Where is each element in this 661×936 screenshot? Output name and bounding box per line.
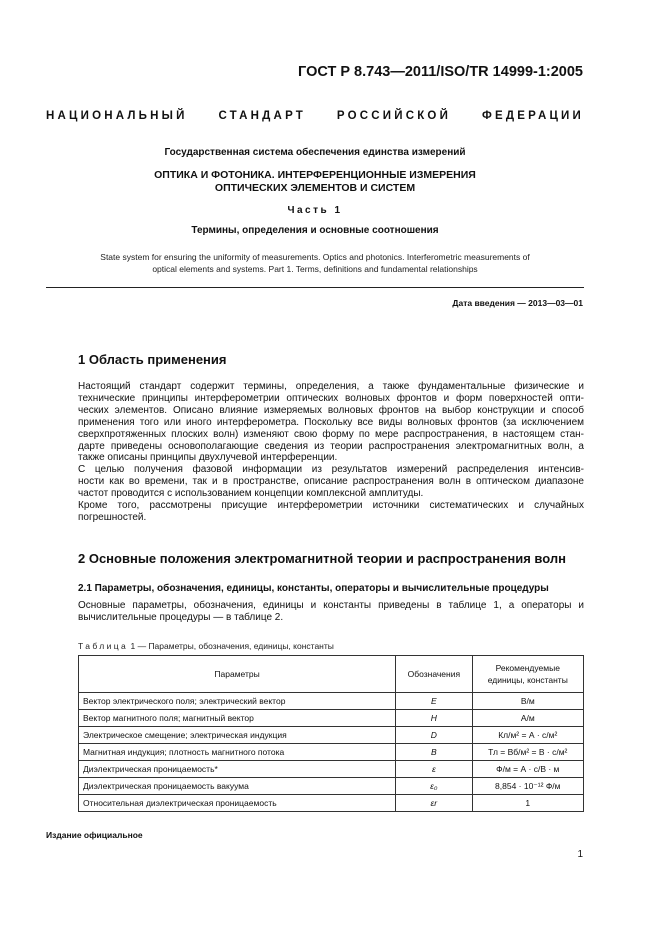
table-row (79, 761, 584, 778)
banner-word: СТАНДАРТ (218, 110, 307, 122)
subtitle: Термины, определения и основные соотношения (191, 225, 439, 236)
text-line: применения того или иного интерферометра. Поскольку все виды волновых фронтов (за исключением (78, 416, 584, 428)
param-cell: Диэлектрическая проницаемость* (79, 761, 396, 778)
table-row (79, 795, 584, 812)
table-caption-text: 1 — Параметры, обозначения, единицы, константы (128, 641, 334, 651)
table-row (79, 744, 584, 761)
title-divider (46, 287, 584, 288)
param-cell: Диэлектрическая проницаемость вакуума (79, 778, 396, 795)
national-standard-banner (46, 110, 584, 122)
unit-cell: Кл/м² = А · с/м² (472, 727, 583, 744)
unit-cell: 1 (472, 795, 583, 812)
main-title-line: ОПТИКА И ФОТОНИКА. ИНТЕРФЕРЕНЦИОННЫЕ ИЗМЕРЕНИЯ (154, 169, 476, 181)
table-row (79, 727, 584, 744)
main-title-line: ОПТИЧЕСКИХ ЭЛЕМЕНТОВ И СИСТЕМ (214, 182, 416, 194)
table-row (79, 778, 584, 795)
param-cell: Относительная диэлектрическая проницаемость (79, 795, 396, 812)
text-line: Основные параметры, обозначения, единицы и константы приведены в таблице 1, а операторы и (78, 600, 584, 611)
unit-cell: 8,854 · 10⁻¹² Ф/м (472, 778, 583, 795)
text-line: Настоящий стандарт содержит термины, определения, а также фундаментальные физические и (78, 381, 584, 392)
text-line: Кроме того, рассмотрены присущие интерферометрии источники систематических и случайных (78, 500, 584, 512)
unit-cell: Тл = Вб/м² = В · с/м² (472, 744, 583, 761)
main-title (46, 169, 584, 195)
edition-note: Издание официальное (46, 830, 143, 840)
page-number: 1 (577, 849, 583, 860)
text-line: также описаны принципы двухлучевой интерференции. (78, 452, 338, 464)
text-line: ности как во времени, так и в пространстве, описание распространения волн в оптическом диапазоне (78, 476, 584, 488)
section-1-heading: 1 Область применения (78, 352, 227, 367)
header-symbols: Обозначения (396, 656, 472, 693)
table-header-row (79, 656, 584, 693)
text-line: погрешностей. (78, 511, 147, 523)
symbol-cell: εr (396, 795, 472, 812)
unit-cell: В/м (472, 693, 583, 710)
symbol-cell: D (396, 727, 472, 744)
section-2-1-body (78, 600, 584, 624)
english-title-line: optical elements and systems. Part 1. Terms, definitions and fundamental relationships (152, 264, 478, 274)
unit-cell: А/м (472, 710, 583, 727)
text-line: дарте приведены основополагающие сведения из теории распространения электромагнитных волн, а (78, 440, 584, 452)
param-cell: Магнитная индукция; плотность магнитного потока (79, 744, 396, 761)
header-parameters: Параметры (79, 656, 396, 693)
banner-word: ФЕДЕРАЦИИ (481, 110, 584, 122)
symbol-cell: E (396, 693, 472, 710)
unit-cell: Ф/м = А · с/В · м (472, 761, 583, 778)
text-line: вычислительные процедуры — в таблице 2. (78, 611, 284, 623)
introduction-date: Дата введения — 2013—03—01 (452, 298, 583, 308)
param-cell: Вектор магнитного поля; магнитный вектор (79, 710, 396, 727)
text-line: технические принципы интерферометрии оптических волновых фронтов и форм поверхностей опти- (78, 392, 584, 404)
text-line: сверхпротяженных плоских волн) изменяют свою форму по мере распространения, в настоящем стан- (78, 428, 584, 440)
symbol-cell: ε₀ (396, 778, 472, 795)
header-units: Рекомендуемые единицы, константы (472, 656, 583, 693)
param-cell: Вектор электрического поля; электрический вектор (79, 693, 396, 710)
section-2-heading: 2 Основные положения электромагнитной теории и распространения волн (78, 551, 566, 566)
table-caption (78, 641, 334, 651)
table-row (79, 710, 584, 727)
section-2-1-heading: 2.1 Параметры, обозначения, единицы, константы, операторы и вычислительные процедуры (78, 583, 549, 594)
text-line: ческих элементов. Описано влияние измеряемых волновых фронтов на выбор конструкции и способ (78, 404, 584, 416)
symbol-cell: B (396, 744, 472, 761)
text-line: частот проводится с использованием концепции комплексной амплитуды. (78, 488, 424, 500)
symbol-cell: H (396, 710, 472, 727)
banner-word: НАЦИОНАЛЬНЫЙ (46, 110, 188, 122)
part-label: Часть 1 (287, 205, 343, 216)
symbol-cell: ε (396, 761, 472, 778)
banner-word: РОССИЙСКОЙ (336, 110, 452, 122)
section-1-body (78, 381, 584, 524)
text-line: С целью получения фазовой информации из результатов измерений распределения интенсив- (78, 464, 584, 476)
english-title (46, 251, 584, 275)
table-caption-prefix: Таблица (78, 641, 129, 651)
system-title: Государственная система обеспечения единства измерений (164, 147, 466, 158)
english-title-line: State system for ensuring the uniformity of measurements. Optics and photonics. Interferometric measurements of (100, 252, 530, 262)
param-cell: Электрическое смещение; электрическая индукция (79, 727, 396, 744)
document-number: ГОСТ Р 8.743—2011/ISO/TR 14999-1:2005 (298, 64, 583, 80)
table-row (79, 693, 584, 710)
parameters-table (78, 655, 584, 812)
